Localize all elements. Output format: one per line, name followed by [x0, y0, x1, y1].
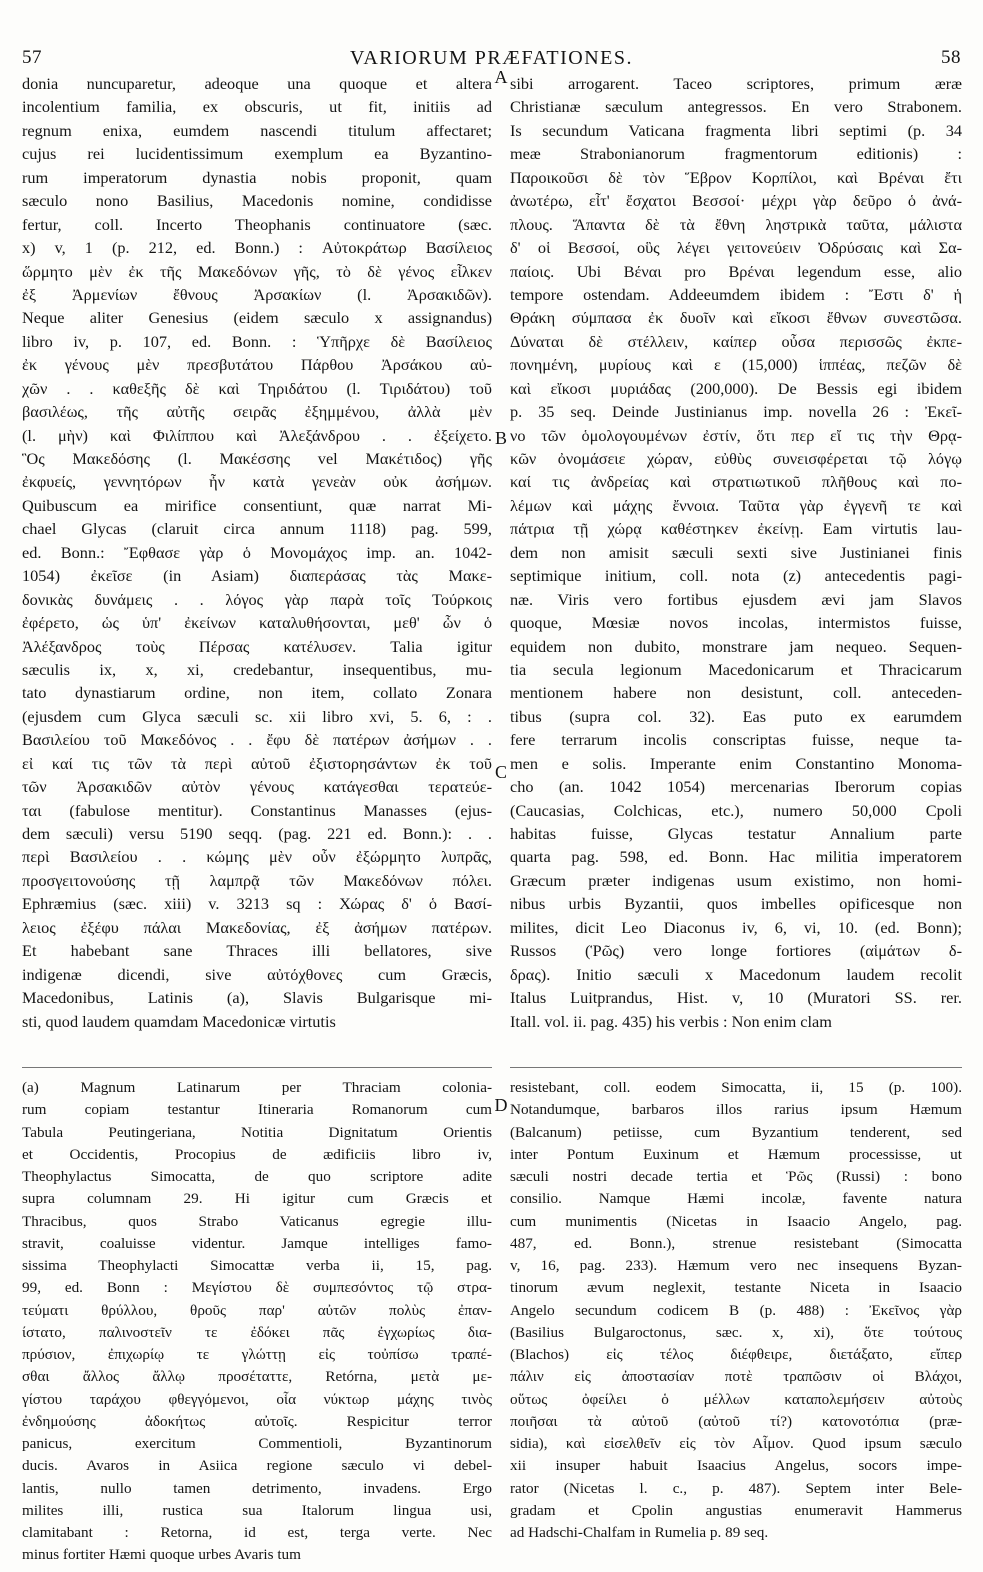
text-line: Ἀλέξανδρος τοὺς Πέρσας κατέλυσεν. Talia igitur: [22, 636, 492, 656]
margin-letter-c: C: [494, 762, 507, 782]
footnote-line: ἐνδημούσης ἀδοκήτως αὐτοῖς. Respicitur terror: [22, 1412, 492, 1430]
text-line: Quibuscum ea mirifice consentiunt, quæ narrat Mi-: [22, 495, 492, 515]
text-line: fertur, coll. Incerto Theophanis continuatore (sæc.: [22, 214, 492, 234]
footnote-line: tinorum ævum neglexit, testante Niceta in Isaacio: [510, 1279, 962, 1297]
footnote-line: Notandumque, barbaros illos rarius ipsum Hæmum: [510, 1101, 962, 1119]
footnote-line: xii insuper habuit Isaacius Angelus, socors impe-: [510, 1457, 962, 1475]
text-line: 1054) ἐκεῖσε (in Asiam) διαπεράσας τὰς Μακε-: [22, 566, 492, 586]
text-line: (ejusdem cum Glyca sæculi sc. xii libro xvi, 5. 6, : .: [22, 706, 492, 726]
footnote-line: 487, ed. Bonn.), strenue resistebant (Simocatta: [510, 1234, 962, 1252]
footnote-line: clamitabant : Retorna, id est, terga verte. Nec: [22, 1524, 492, 1541]
footnote-line: cum munimentis (Nicetas in Isaacio Angelo, pag.: [510, 1212, 962, 1230]
text-line: tempore ostendam. Addeeumdem ibidem : Ἔστι δ' ἡ: [510, 284, 962, 304]
footnote-line: πάλιν εἰς ἀποστασίαν ποτὲ τραπῶσιν οἱ Βλάχοι,: [510, 1368, 962, 1386]
text-line: sæculo nono Basilius, Macedonis nomine, condidisse: [22, 191, 492, 211]
footnote-line: (Basilius Bulgaroctonus, sæc. x, xi), ὅτε τούτους: [510, 1323, 962, 1341]
footnote-line: ποιῆσαι τὰ αὐτοῦ (αὐτοῦ τί?) κατονοτόπια (præ-: [510, 1412, 962, 1430]
footnote-line: et Occidentis, Procopius de ædificiis libro iv,: [22, 1145, 492, 1163]
footnote-line: lantis, nullo tamen detrimento, invadens. Ergo: [22, 1479, 492, 1497]
text-line: Βασιλείου τοῦ Μακεδόνος . . ἔφυ δὲ πατέρων ἀσήμων . .: [22, 730, 492, 750]
text-line: εἰ καί τις τῶν τὰ περὶ αὐτοῦ ἐξιστορησάντων ἐκ τοῦ: [22, 753, 492, 773]
footnote-line: sæculi nostri decade tertia et Ῥῶς (Russi) : bono: [510, 1168, 962, 1185]
text-line: Itall. vol. ii. pag. 435) his verbis : Non enim clam: [510, 1011, 832, 1031]
footnote-line: Theophylactus Simocatta, de quo scriptore adite: [22, 1168, 492, 1185]
footnote-line: gradam et Cpolin angustias enumeravit Hammerus: [510, 1501, 962, 1519]
text-line: Παροικοῦσι δὲ τὸν Ἕβρον Κορπίλοι, καὶ Βρέναι ἔτι: [510, 167, 962, 187]
text-line: Ephræmius (sæc. xiii) v. 3213 sq : Χώρας δ' ὁ Βασί-: [22, 894, 492, 914]
margin-letter-a: A: [494, 67, 508, 87]
text-line: λειος ἐξέφυ πάλαι Μακεδονίας, ἐξ ἀσήμων πατέρων.: [22, 917, 492, 937]
text-line: cujus rei lucidentissimum exemplum ea Byzantino-: [22, 144, 492, 164]
text-line: Græcum præter indigenas usum existimo, non homi-: [510, 870, 962, 890]
footnote-line: milites illi, rustica sua Italorum lingua usi,: [22, 1501, 492, 1519]
text-line: equidem non dubito, monstrare jam nequeo. Sequen-: [510, 636, 962, 656]
running-title: VARIORUM PRÆFATIONES.: [349, 47, 634, 69]
text-line: donia nuncuparetur, adeoque una quoque et altera: [22, 74, 492, 93]
text-line: ται (fabulose mentitur). Constantinus Manasses (ejus-: [22, 800, 492, 820]
footnote-line: 99, ed. Bonn : Μεγίστου δὲ συμπεσόντος τῷ στρα-: [22, 1279, 492, 1297]
footnote-line: (Blachos) εἰς τέλος διέφθειρε, διετάξατο, εἴπερ: [510, 1346, 962, 1363]
text-line: ed. Bonn.: Ἔφθασε γὰρ ὁ Μονομάχος imp. an. 1042-: [22, 542, 492, 562]
text-line: πλους. Ἅπαντα δὲ τὰ ἔθνη ληστρικὰ ταῦτα, μάλιστα: [510, 214, 962, 234]
footnote-line: v, 16, pag. 233). Hæmum vero nec insequens Byzan-: [510, 1257, 962, 1274]
text-line: περὶ Βασιλείου . . κώμης μὲν οὖν ἐξώρμητο λυπρᾶς,: [22, 847, 492, 867]
main-text-left-column: [22, 72, 492, 1033]
text-line: Δύναται δὲ στέλλειν, καίπερ οὖσα περισσῶς ἐκπε-: [510, 331, 962, 351]
text-line: καὶ εἴκοσι μυριάδας (200,000). De Bessis egi ibidem: [510, 378, 962, 398]
footnote-line: inter Pontum Euxinum et Hæmum processisse, ut: [510, 1145, 962, 1163]
text-line: sti, quod laudem quamdam Macedonicæ virtutis: [22, 1011, 336, 1031]
footnote-line: Tabula Peutingeriana, Notitia Dignitatum Orientis: [22, 1123, 492, 1141]
text-line: sæculis ix, x, xi, credebantur, insequentibus, mu-: [22, 659, 492, 679]
text-line: Is secundum Vaticana fragmenta libri septimi (p. 34: [510, 120, 962, 140]
text-line: mentionem habere non desistunt, coll. anteceden-: [510, 683, 962, 703]
text-line: quoque, Mœsiæ novos incolas, intermistos fuisse,: [510, 613, 962, 633]
text-line: δρας). Initio sæculi x Macedonum laudem recolit: [510, 964, 962, 984]
footnote-line: ad Hadschi-Chalfam in Rumelia p. 89 seq.: [510, 1524, 769, 1541]
text-line: tibus (supra col. 32). Eas puto ex earumdem: [510, 706, 962, 726]
text-line: (Caucasias, Colchicas, etc.), numero 50,000 Cpoli: [510, 800, 962, 820]
text-line: ἐκφυείς, γεννητόρων ἦν κατὰ γενεὰν οὐκ ἀσήμων.: [22, 472, 492, 492]
text-line: Russos (Ῥῶς) vero longe fortiores (αἱμάτων δ-: [510, 941, 962, 961]
text-line: cho (an. 1042 1054) mercenarias Iberorum copias: [510, 777, 962, 797]
text-line: incolentium familia, ex obscuris, ut fit, initiis ad: [22, 97, 492, 117]
text-line: libro iv, p. 107, ed. Bonn. : Ὑπῆρχε δὲ Βασίλειος: [22, 331, 492, 351]
footnote-line: Thracibus, quos Strabo Vaticanus egregie illu-: [22, 1212, 492, 1230]
text-line: (l. μὴν) καὶ Φιλίππου καὶ Ἀλεξάνδρου . . ἐξείχετο.: [22, 425, 492, 445]
footnote-divider-left: [22, 1067, 492, 1068]
text-line: δ' οἱ Βεσσοί, οὓς λέγει γειτονεύειν Ὀδρύσαις καὶ Σα-: [510, 238, 962, 258]
margin-letter-d: D: [494, 1095, 508, 1115]
text-line: x) v, 1 (p. 212, ed. Bonn.) : Αὐτοκράτωρ Βασίλειος: [22, 238, 492, 258]
text-line: quarta pag. 598, ed. Bonn. Hac militia imperatorem: [510, 847, 962, 867]
text-line: πάτρια τῇ χώρᾳ καθέστηκεν ἐκείνῃ. Eam virtutis lau-: [510, 519, 962, 539]
text-line: ὥρμητο μὲν ἐκ τῆς Μακεδόνων γῆς, τὸ δὲ γένος εἷλκεν: [22, 261, 492, 281]
footnote-line: πρύσιον, ἐπιχωρίῳ τε γλώττῃ εἰς τοὐπίσω τραπέ-: [22, 1346, 492, 1363]
text-line: ἐξ Ἀρμενίων ἔθνους Ἀρσακίων (l. Ἀρσακιδῶν).: [22, 284, 492, 304]
text-line: dem sæculi) versu 5190 seqq. (pag. 221 ed. Bonn.): . .: [22, 824, 492, 843]
footnote-line: supra columnam 29. Hi igitur cum Græcis et: [22, 1190, 492, 1208]
text-line: Neque aliter Genesius (eidem sæculo x assignandus): [22, 308, 492, 328]
text-line: chael Glycas (claruit circa annum 1118) pag. 599,: [22, 519, 492, 539]
main-text-right-column: [510, 72, 962, 1033]
text-line: regnum enixa, eumdem nascendi titulum affectaret;: [22, 120, 492, 140]
text-line: βασιλέως, τῆς αὐτῆς σειρᾶς ἐξημμένου, ἀλλὰ μὲν: [22, 402, 492, 422]
text-line: Italus Luitprandus, Hist. v, 10 (Muratori SS. rer.: [510, 988, 962, 1008]
text-line: men e solis. Imperante enim Constantino Monoma-: [510, 753, 962, 773]
text-line: dem non amisit sæculi sexti sive Justinianei finis: [510, 542, 962, 562]
page-number-right: 58: [941, 47, 961, 68]
page-number-left: 57: [22, 47, 42, 68]
text-line: Ὃς Μακεδόσης (l. Μακέσσης vel Μακέτιδος) γῆς: [22, 449, 492, 468]
text-line: sibi arrogarent. Taceo scriptores, primum æræ: [510, 74, 962, 93]
text-line: κῶν ὀνομάσειε χώραν, εὐθὺς συνεισφέρεται τῷ λόγῳ: [510, 449, 962, 468]
text-line: Et habebant sane Thraces illi bellatores, sive: [22, 941, 492, 961]
text-line: milites, dicit Leo Diaconus iv, 6, vi, 10. (ed. Bonn);: [510, 917, 962, 937]
text-line: habitas fuisse, Glycas testatur Annalium parte: [510, 824, 962, 843]
footnote-line: ίστατο, παλινοστεῖν τε ἐδόκει πᾶς ἐγχωρίως δια-: [22, 1323, 492, 1341]
text-line: p. 35 seq. Deinde Justinianus imp. novella 26 : Ἐκεῖ-: [510, 402, 962, 422]
text-line: τῶν Ἀρσακιδῶν αὐτὸν γένους κατάγεσθαι τερατεύε-: [22, 777, 492, 797]
footnote-line: sidia), καὶ εἰσελθεῖν εἰς τὸν Αἷμον. Quod ipsum sæculo: [510, 1435, 962, 1452]
text-line: rum imperatorum dynastia nobis proponit, quam: [22, 167, 492, 187]
text-line: septimique initium, coll. nota (z) antecedentis pagi-: [510, 566, 962, 586]
text-line: fere terrarum incolis conscriptas fuisse, neque ta-: [510, 730, 962, 750]
footnote-left-column: [22, 1077, 492, 1567]
text-line: tato dynastiarum ordine, non item, collato Zonara: [22, 683, 492, 703]
text-line: καί τις ἀνδρείας καὶ στρατιωτικοῦ πλῆθους καὶ πο-: [510, 472, 962, 492]
text-line: προσγειτονούσης τῇ λαμπρᾷ τῶν Μακεδόνων πόλει.: [22, 870, 492, 890]
text-line: ἐφέρετο, ὡς ὑπ' ἐκείνων καταλυθήσονται, μεθ' ὧν ὁ: [22, 613, 492, 633]
footnote-right-column: [510, 1077, 962, 1544]
footnote-divider-right: [510, 1067, 962, 1068]
footnote-line: ducis. Avaros in Asiica regione sæculo vi debel-: [22, 1457, 492, 1475]
footnote-line: stravit, coaluisse videntur. Jamque intelliges famo-: [22, 1234, 492, 1252]
text-line: δονικὰς δυνάμεις . . λόγος γὰρ παρὰ τοῖς Τούρκοις: [22, 589, 492, 609]
text-line: Θράκη σύμπασα ἐκ δυοῖν καὶ εἴκοσι ἔθνων συνεστῶσα.: [510, 308, 962, 328]
footnote-line: γίστου ταράχου φθεγγόμενοι, οἷα νύκτωρ μάχης τινὸς: [22, 1390, 492, 1408]
text-line: Christianæ sæculum antegressos. En vero Strabonem.: [510, 97, 962, 117]
footnote-line: (a) Magnum Latinarum per Thraciam colonia-: [22, 1079, 492, 1096]
margin-letter-b: B: [494, 428, 507, 448]
footnote-line: panicus, exercitum Commentioli, Byzantinorum: [22, 1435, 492, 1452]
text-line: nibus urbis Byzantii, quos imbelles opificesque non: [510, 894, 962, 914]
text-line: næ. Viris vero fortibus ejusdem ævi jam Slavos: [510, 589, 962, 609]
text-line: tia secula legionum Macedonicarum et Thracicarum: [510, 659, 962, 679]
text-line: χῶν . . καθεξῆς δὲ καὶ Τηριδάτου (l. Τιριδάτου) τοῦ: [22, 378, 492, 398]
footnote-line: minus fortiter Hæmi quoque urbes Avaris tum: [22, 1546, 301, 1564]
footnote-line: σθαι ἄλλος ἄλλῳ προσέταττε, Retórna, μετὰ με-: [22, 1368, 492, 1386]
footnote-line: Angelo secundum codicem B (p. 488) : Ἐκεῖνος γὰρ: [510, 1301, 962, 1319]
footnote-line: consilio. Namque Hæmi incolæ, favente natura: [510, 1190, 962, 1208]
text-line: Macedonibus, Latinis (a), Slavis Bulgarisque mi-: [22, 988, 492, 1008]
footnote-line: τεύματι θρύλλου, θροῦς παρ' αὐτῶν πολὺς ἐπαν-: [22, 1301, 492, 1319]
footnote-line: rum copiam testantur Itineraria Romanorum cum: [22, 1101, 492, 1119]
footnote-line: οὕτως ὀφείλει ὁ μέλλων καταπολεμήσειν αὐτοὺς: [510, 1390, 962, 1408]
text-line: ἀνωτέρω, εἶτ' ἔσχατοι Βεσσοί· μέχρι γὰρ δεῦρο ὁ ἀνά-: [510, 191, 962, 211]
footnote-line: resistebant, coll. eodem Simocatta, ii, 15 (p. 100).: [510, 1079, 962, 1096]
text-line: ἐκ γένους μὲν πρεσβυτάτου Πάρθου Ἀρσάκου αὐ-: [22, 355, 492, 375]
text-line: παίοις. Ubi Βέναι pro Βρέναι legendum esse, alio: [510, 261, 962, 281]
text-line: meæ Strabonianorum fragmentorum editionis) :: [510, 144, 962, 164]
text-line: νο τῶν ὁμολογουμένων ἐστίν, ὅτι περ εἴ τις τὴν Θρᾳ-: [510, 425, 962, 445]
footnote-line: rator (Nicetas l. c., p. 487). Septem inter Bele-: [510, 1479, 962, 1497]
text-line: πονημένη, μυρίους καὶ ε (15,000) ἱππέας, πεζῶν δὲ: [510, 355, 962, 375]
footnote-line: sissima Theophylacti Simocattæ verba ii, 15, pag.: [22, 1257, 492, 1274]
footnote-line: (Balcanum) petiisse, cum Byzantium tenderent, sed: [510, 1123, 962, 1141]
text-line: λέμων καὶ μάχης ἔννοια. Ταῦτα γὰρ ἐγγενῆ τε καὶ: [510, 495, 962, 515]
text-line: indigenæ dicendi, sive αὐτόχθονες cum Græcis,: [22, 964, 492, 984]
